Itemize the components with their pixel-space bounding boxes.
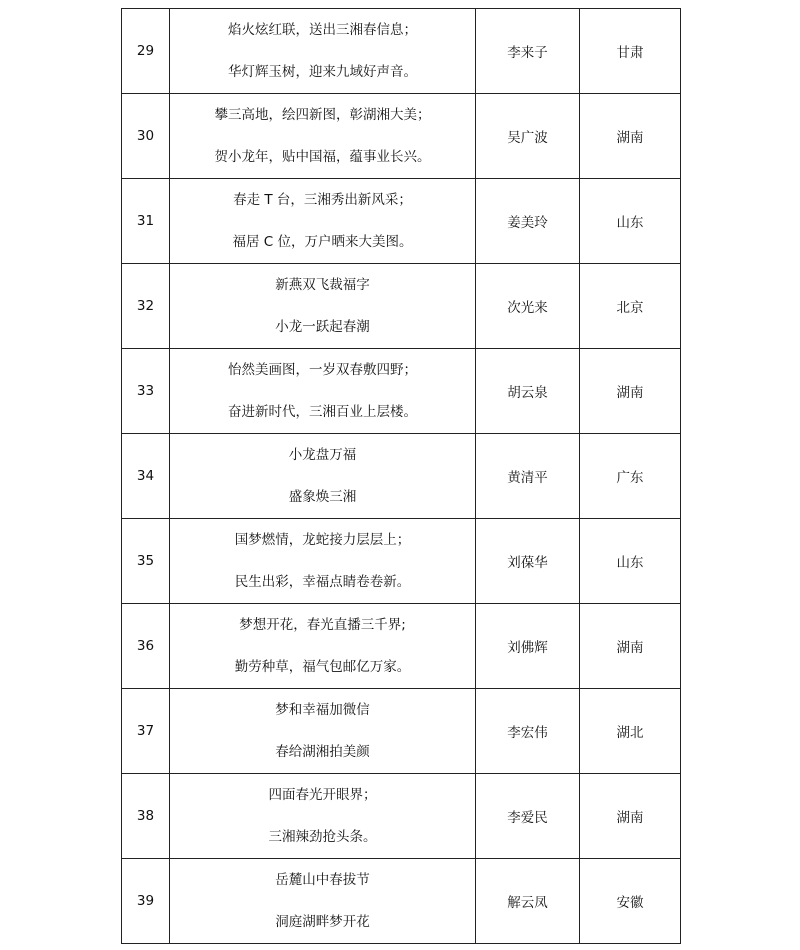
couplet-text: [170, 519, 476, 604]
couplet-text: [170, 94, 476, 179]
entry-number: 32: [122, 264, 170, 349]
entry-number: 29: [122, 9, 170, 94]
couplet-second-line: 勤劳种草，福气包邮亿万家。: [234, 658, 411, 675]
author-region: 山东: [580, 519, 681, 604]
entry-number: 37: [122, 689, 170, 774]
entry-number: 35: [122, 519, 170, 604]
author-region: 湖南: [580, 604, 681, 689]
author-region: 湖南: [580, 349, 681, 434]
couplet-first-line: 梦和幸福加微信: [275, 701, 370, 718]
entry-number: 34: [122, 434, 170, 519]
couplet-text: [170, 179, 476, 264]
couplet-text: [170, 264, 476, 349]
couplet-first-line: 怡然美画图，一岁双春敷四野；: [228, 361, 417, 378]
author-name: 刘葆华: [476, 519, 580, 604]
couplet-second-line: 盛象焕三湘: [288, 488, 357, 505]
author-region: 安徽: [580, 859, 681, 944]
author-name: 姜美玲: [476, 179, 580, 264]
table-row: [122, 94, 681, 179]
couplet-second-line: 洞庭湖畔梦开花: [275, 913, 370, 930]
couplet-first-line: 梦想开花，春光直播三千界;: [239, 616, 406, 633]
couplet-text: [170, 604, 476, 689]
couplet-second-line: 华灯辉玉树，迎来九域好声音。: [228, 63, 417, 80]
couplet-first-line: 焰火炫红联，送出三湘春信息；: [228, 21, 417, 38]
table-body: [122, 9, 681, 944]
entry-number: 33: [122, 349, 170, 434]
couplet-second-line: 奋进新时代，三湘百业上层楼。: [228, 403, 417, 420]
couplet-text: [170, 9, 476, 94]
author-region: 甘肃: [580, 9, 681, 94]
author-region: 湖南: [580, 94, 681, 179]
entry-number: 36: [122, 604, 170, 689]
couplet-first-line: 攀三高地，绘四新图，彰湖湘大美；: [214, 106, 431, 123]
couplet-entries-table: [121, 8, 681, 944]
author-name: 李宏伟: [476, 689, 580, 774]
table-row: [122, 604, 681, 689]
couplet-text: [170, 859, 476, 944]
author-name: 次光来: [476, 264, 580, 349]
table-row: [122, 9, 681, 94]
entry-number: 30: [122, 94, 170, 179]
table-row: [122, 349, 681, 434]
couplet-first-line: 小龙盘万福: [288, 446, 357, 463]
author-region: 广东: [580, 434, 681, 519]
couplet-text: [170, 774, 476, 859]
author-name: 黄清平: [476, 434, 580, 519]
couplet-second-line: 春给湖湘拍美颜: [275, 743, 370, 760]
author-region: 北京: [580, 264, 681, 349]
couplet-second-line: 民生出彩，幸福点睛卷卷新。: [234, 573, 411, 590]
couplet-first-line: 新燕双飞裁福字: [275, 276, 370, 293]
table-row: [122, 179, 681, 264]
entry-number: 39: [122, 859, 170, 944]
couplet-text: [170, 349, 476, 434]
author-name: 胡云泉: [476, 349, 580, 434]
couplet-entries-page: [121, 8, 680, 944]
table-row: [122, 264, 681, 349]
author-region: 湖北: [580, 689, 681, 774]
couplet-first-line: 四面春光开眼界；: [268, 786, 377, 803]
couplet-first-line: 岳麓山中春拔节: [275, 871, 370, 888]
couplet-second-line: 三湘辣劲抢头条。: [268, 828, 377, 845]
author-region: 山东: [580, 179, 681, 264]
couplet-second-line: 贺小龙年，贴中国福，蕴事业长兴。: [214, 148, 431, 165]
couplet-second-line: 福居 C 位，万户晒来大美图。: [232, 233, 413, 250]
entry-number: 31: [122, 179, 170, 264]
entry-number: 38: [122, 774, 170, 859]
author-name: 刘佛辉: [476, 604, 580, 689]
author-region: 湖南: [580, 774, 681, 859]
table-row: [122, 519, 681, 604]
author-name: 李爱民: [476, 774, 580, 859]
couplet-first-line: 国梦燃情，龙蛇接力层层上；: [234, 531, 411, 548]
author-name: 吴广波: [476, 94, 580, 179]
table-row: [122, 774, 681, 859]
couplet-text: [170, 434, 476, 519]
author-name: 李来子: [476, 9, 580, 94]
table-row: [122, 859, 681, 944]
couplet-second-line: 小龙一跃起春潮: [275, 318, 370, 335]
couplet-text: [170, 689, 476, 774]
couplet-first-line: 春走 T 台，三湘秀出新风采；: [233, 191, 412, 208]
author-name: 解云凤: [476, 859, 580, 944]
table-row: [122, 689, 681, 774]
table-row: [122, 434, 681, 519]
